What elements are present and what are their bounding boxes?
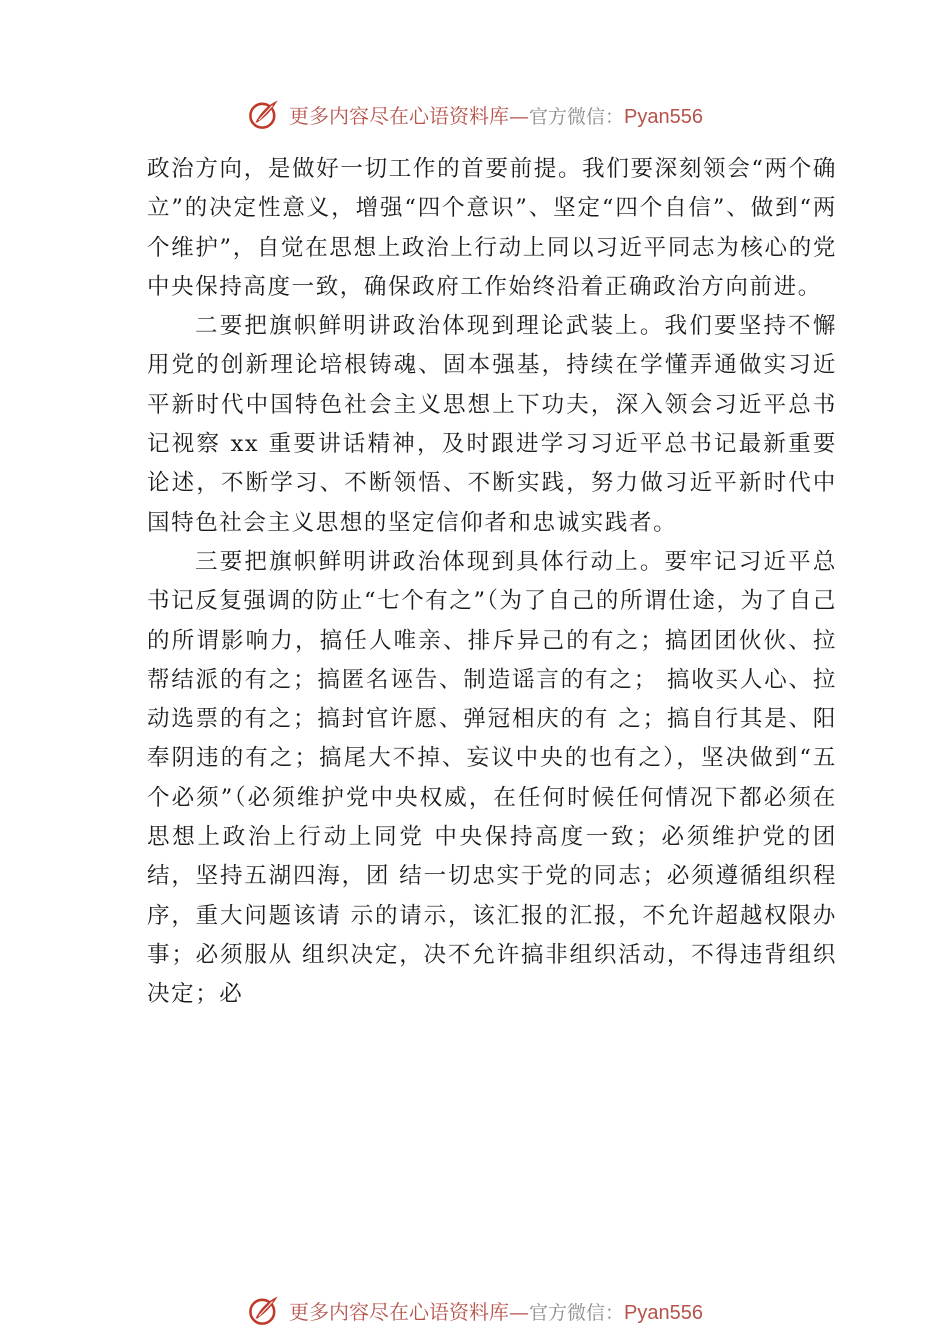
footer-wechat-label: 官方微信： (529, 1301, 625, 1324)
header-banner-dash: — (509, 103, 529, 128)
feather-pen-seal-icon (247, 1293, 281, 1327)
paragraph-2: 二要把旗帜鲜明讲政治体现到理论武装上。我们要坚持不懈用党的创新理论培根铸魂、固本强基，持续在学懂弄通做实习近平新时代中国特色社会主义思想上下功夫，深入领会习近平总书记视察 xx 重要讲话精神，及时跟进学习习近平总书记最新重要论述，不断学习、不断领悟、不断实践，努力做习近平新时代中国特色社会主义思想的坚定信仰者和忠诚实践者。 (147, 313, 837, 536)
paragraph-1: 政治方向，是做好一切工作的首要前提。我们要深刻领会“两个确立”的决定性意义，增强“四个意识”、坚定“四个自信”、做到“两个维护”，自觉在思想上政治上行动上同以习近平同志为核心的党中央保持高度一致，确保政府工作始终沿着正确政治方向前进。 (147, 156, 837, 300)
header-banner (0, 92, 950, 136)
header-wechat-label: 官方微信： (529, 105, 625, 128)
footer-banner-title: 更多内容尽在心语资料库 (289, 1299, 509, 1324)
header-banner-text (289, 100, 703, 129)
feather-pen-seal-icon (247, 97, 281, 131)
footer-banner-dash: — (509, 1299, 529, 1324)
footer-banner-text (289, 1296, 703, 1325)
footer-wechat-id: Pyan556 (624, 1301, 703, 1324)
header-banner-title: 更多内容尽在心语资料库 (289, 103, 509, 128)
paragraph-3: 三要把旗帜鲜明讲政治体现到具体行动上。要牢记习近平总书记反复强调的防止“七个有之”（为了自己的所谓仕途，为了自己的所谓影响力，搞任人唯亲、排斥异己的有之；搞团团伙伙、拉帮结派的有之；搞匿名诬告、制造谣言的有之； 搞收买人心、拉动选票的有之；搞封官许愿、弹冠相庆的有 之；搞自行其是、阳奉阴违的有之；搞尾大不掉、妄议中央的也有之），坚决做到“五个必须”（必须维护党中央权威，在任何时候任何情况下都必须在思想上政治上行动上同党 中央保持高度一致；必须维护党的团结，坚持五湖四海，团 结一切忠实于党的同志；必须遵循组织程序，重大问题该请 示的请示，该汇报的汇报，不允许超越权限办事；必须服从 组织决定，决不允许搞非组织活动，不得违背组织决定；必 (147, 548, 837, 1008)
footer-banner (0, 1288, 950, 1332)
header-wechat-id: Pyan556 (624, 105, 703, 128)
document-body (147, 150, 837, 1015)
